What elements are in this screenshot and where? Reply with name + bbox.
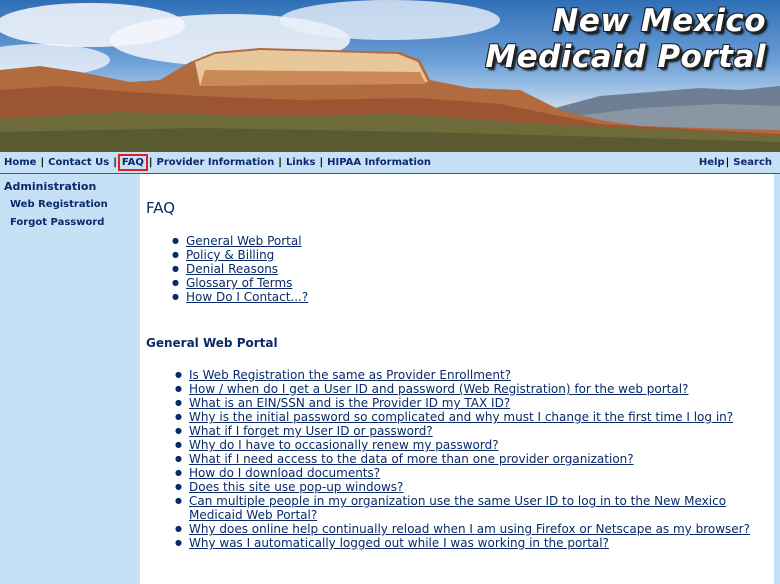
nav-separator: |: [319, 157, 324, 168]
sidebar-item-web-registration[interactable]: Web Registration: [10, 199, 108, 210]
nav-hipaa-information-link[interactable]: HIPAA Information: [327, 157, 431, 168]
faq-question-link[interactable]: Is Web Registration the same as Provider Enrollment?: [189, 368, 512, 382]
sidebar-heading: Administration: [4, 180, 97, 193]
faq-question-link[interactable]: Why is the initial password so complicated and why must I change it the first time I log in?: [189, 410, 734, 424]
nav-contact-us-link[interactable]: Contact Us: [48, 157, 110, 168]
list-item: [172, 290, 308, 304]
list-item: [175, 424, 765, 438]
list-item: [175, 480, 765, 494]
sidebar-item-forgot-password[interactable]: Forgot Password: [10, 217, 105, 228]
list-item: [175, 522, 765, 536]
toc-link[interactable]: General Web Portal: [186, 234, 302, 248]
toc-link[interactable]: Denial Reasons: [186, 262, 279, 276]
nav-provider-information-link[interactable]: Provider Information: [156, 157, 275, 168]
faq-question-link[interactable]: Can multiple people in my organization use the same User ID to log in to the New Mexico Medicaid Web Portal?: [189, 494, 727, 522]
toc-link[interactable]: Glossary of Terms: [186, 276, 293, 290]
list-item: [175, 438, 765, 452]
list-item: [175, 382, 765, 396]
faq-question-link[interactable]: What if I need access to the data of more than one provider organization?: [189, 452, 634, 466]
banner-title-line2: Medicaid Portal: [485, 39, 766, 75]
faq-question-link[interactable]: Why was I automatically logged out while I was working in the portal?: [189, 536, 609, 550]
nav-home-link[interactable]: Home: [4, 157, 37, 168]
nav-right-group: [699, 157, 772, 168]
list-item: [175, 494, 765, 522]
nav-separator: |: [725, 157, 730, 168]
faq-question-link[interactable]: How do I download documents?: [189, 466, 381, 480]
faq-question-list: [175, 368, 765, 550]
nav-left-group: [4, 157, 431, 168]
nav-separator: |: [148, 157, 153, 168]
banner-title-line1: New Mexico: [552, 3, 766, 39]
list-item: [172, 234, 308, 248]
nav-separator: |: [113, 157, 117, 168]
list-item: [172, 262, 308, 276]
top-nav-bar: [0, 152, 780, 174]
nav-help-link[interactable]: Help: [698, 157, 725, 168]
nav-links-link[interactable]: Links: [285, 157, 316, 168]
faq-question-link[interactable]: Does this site use pop-up windows?: [189, 480, 404, 494]
faq-question-link[interactable]: How / when do I get a User ID and password (Web Registration) for the web portal?: [189, 382, 689, 396]
right-edge-strip: [774, 174, 780, 584]
faq-question-link[interactable]: What if I forget my User ID or password?: [189, 424, 433, 438]
main-content: [146, 174, 772, 584]
faq-table-of-contents: [172, 234, 308, 304]
list-item: [175, 536, 765, 550]
list-item: [175, 466, 765, 480]
nav-separator: |: [40, 157, 45, 168]
faq-question-link[interactable]: Why does online help continually reload when I am using Firefox or Netscape as my browser?: [189, 522, 750, 536]
nav-faq-link[interactable]: FAQ: [121, 157, 144, 168]
list-item: [175, 396, 765, 410]
page-title: FAQ: [146, 199, 176, 217]
toc-link[interactable]: How Do I Contact...?: [186, 290, 309, 304]
nav-search-link[interactable]: Search: [733, 157, 772, 168]
header-banner: [0, 0, 780, 152]
list-item: [172, 248, 308, 262]
toc-link[interactable]: Policy & Billing: [186, 248, 275, 262]
faq-question-link[interactable]: Why do I have to occasionally renew my password?: [189, 438, 499, 452]
left-sidebar: [0, 174, 140, 584]
list-item: [172, 276, 308, 290]
nav-separator: |: [278, 157, 282, 168]
list-item: [175, 410, 765, 424]
list-item: [175, 452, 765, 466]
faq-question-link[interactable]: What is an EIN/SSN and is the Provider ID my TAX ID?: [189, 396, 511, 410]
list-item: [175, 368, 765, 382]
section-heading: General Web Portal: [146, 336, 278, 350]
